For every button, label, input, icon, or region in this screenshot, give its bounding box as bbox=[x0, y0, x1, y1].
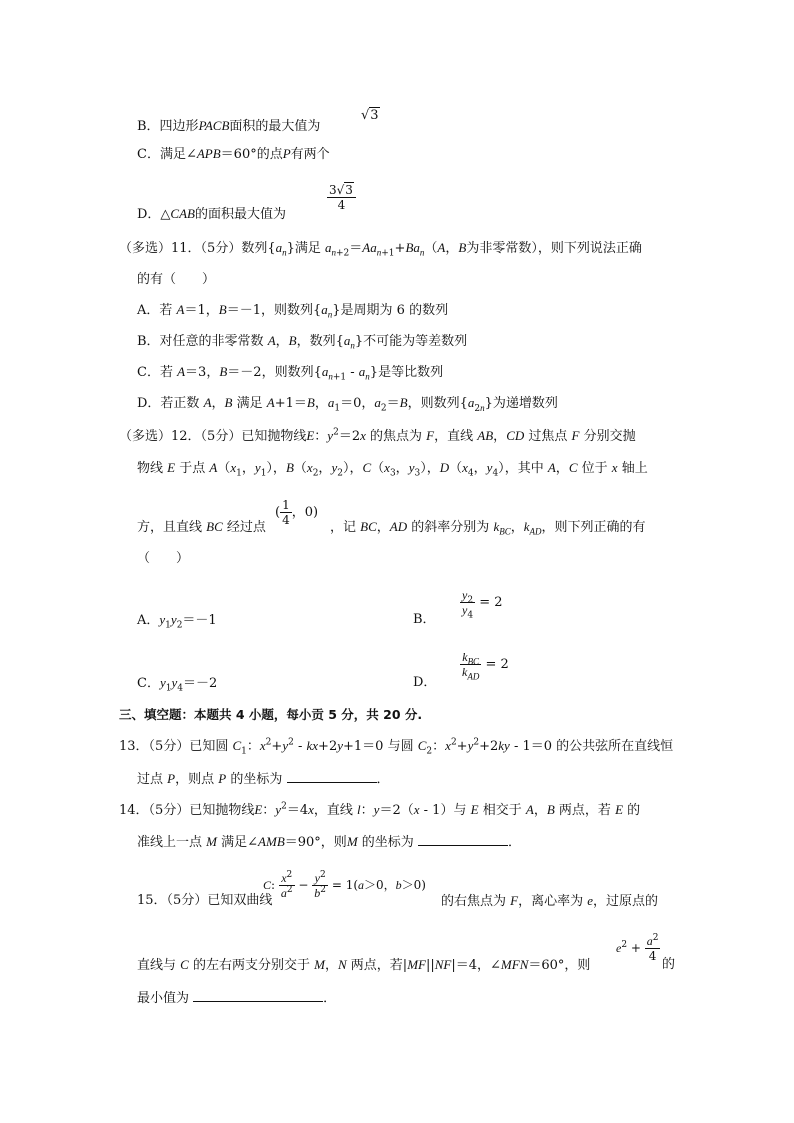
q15-stem-line1-rest: 的右焦点为 F，离心率为 e，过原点的 bbox=[441, 893, 659, 909]
q10-option-d: D．△CAB的面积最大值为 bbox=[137, 206, 286, 222]
q15-stem-line3: 最小值为 ． bbox=[137, 991, 337, 1006]
q14-stem-line2: 准线上一点 M 满足∠AMB＝90°，则M 的坐标为 ． bbox=[137, 834, 521, 850]
q12-stem-line1: （多选）12．（5分）已知抛物线E：$y^2=2x$ 的焦点为 F，直线 AB，CD 过焦点 F 分别交抛 bbox=[119, 427, 636, 444]
q11-option-c: C．若 A＝3，B＝－2，则数列$\{a_{n+1} - a_n\}$是等比数列 bbox=[137, 364, 444, 383]
q12-point: ( $\frac{1}{4}$ ，0) bbox=[275, 498, 319, 527]
q12-option-d-formula: $\frac{k_{BC}}{k_{AD}}$ = 2 bbox=[462, 650, 509, 682]
q13-stem-line1: 13．（5分）已知圆 $C_1$：$x^2+y^2 - kx+2y+1=0$ 与圆 $C_2$：$x^2+y^2+2ky - 1=0$ 的公共弦所在直线恒 bbox=[119, 737, 674, 757]
q15-stem-line2: 直线与 C 的左右两支分别交于 M，N 两点，若|MF||NF|＝4，∠MFN＝60°，则 bbox=[137, 957, 591, 973]
q13-answer-blank[interactable] bbox=[287, 770, 377, 783]
q14-answer-blank[interactable] bbox=[418, 833, 508, 846]
q12-stem-line3: 方，且直线 BC 经过点 bbox=[137, 519, 266, 535]
q11-stem-line2: 的有（ ） bbox=[137, 272, 216, 287]
q10-option-b-value: √3 bbox=[361, 108, 379, 123]
q13-stem-line2: 过点 P，则点 P 的坐标为 ． bbox=[137, 771, 390, 787]
q12-option-b-label: B． bbox=[413, 612, 436, 627]
q10-option-b: B．四边形PACB面积的最大值为 bbox=[137, 118, 321, 134]
section-title: 三、填空题：本题共 4 小题，每小贡 5 分，共 20 分. bbox=[119, 707, 423, 722]
q15-target-expression: $e^2$ + $\frac{a^2}{4}$ bbox=[616, 933, 659, 963]
q11-option-d: D．若正数 A，B 满足 A+1＝B，$a_1=0$，$a_2=B$，则数列$\{a_{2n}\}$为递增数列 bbox=[137, 395, 558, 414]
q11-option-a: A．若 A＝1，B＝－1，则数列$\{a_n\}$是周期为 6 的数列 bbox=[137, 302, 449, 320]
q12-option-a: A．$y_1y_2=-1$ bbox=[137, 612, 217, 631]
q15-stem-line2-end: 的 bbox=[662, 957, 676, 972]
q12-option-d-label: D． bbox=[413, 675, 437, 690]
q11-option-b: B．对任意的非零常数 A，B，数列$\{a_n\}$不可能为等差数列 bbox=[137, 333, 468, 351]
q10-option-c: C．满足∠APB＝60°的点P有两个 bbox=[137, 146, 330, 162]
q12-option-c: C．$y_1y_4=-2$ bbox=[137, 675, 218, 694]
q11-stem-line1: （多选）11．（5分）数列$\{a_n\}$满足 $a_{n+2}=Aa_{n+1}+Ba_n(A$，B为非零常数），则下列说法正确 bbox=[119, 240, 642, 259]
q12-option-b-formula: $\frac{y_2}{y_4}$ = 2 bbox=[462, 588, 503, 621]
q10-option-d-value: $\frac{3√3}{4}$ bbox=[327, 183, 356, 212]
q12-stem-line2: 物线 E 于点 $A(x_1$，$y_1$），$B(x_2$，$y_2$），$C(x_3$，$y_3$），$D(x_4$，$y_4$），其中 A，C 位于 x 轴上 bbox=[137, 460, 648, 479]
q15-answer-blank[interactable] bbox=[193, 989, 323, 1002]
q15-hyperbola-formula: C: $\frac{x^2}{a^2}$ − $\frac{y^2}{b^2}$ = 1(a＞0，b＞0) bbox=[263, 870, 426, 900]
q14-stem-line1: 14．（5分）已知抛物线E：$y^2=4x$，直线 l：y＝2（x - 1）与 E 相交于 A，B 两点，若 E 的 bbox=[119, 801, 641, 818]
q12-stem-line4: （ ） bbox=[137, 551, 190, 566]
q12-stem-line3-rest: ，记 BC，AD 的斜率分别为 $k_{BC}$，$k_{AD}$，则下列正确的有 bbox=[330, 519, 646, 537]
q15-stem-line1: 15．（5分）已知双曲线 bbox=[137, 893, 273, 908]
